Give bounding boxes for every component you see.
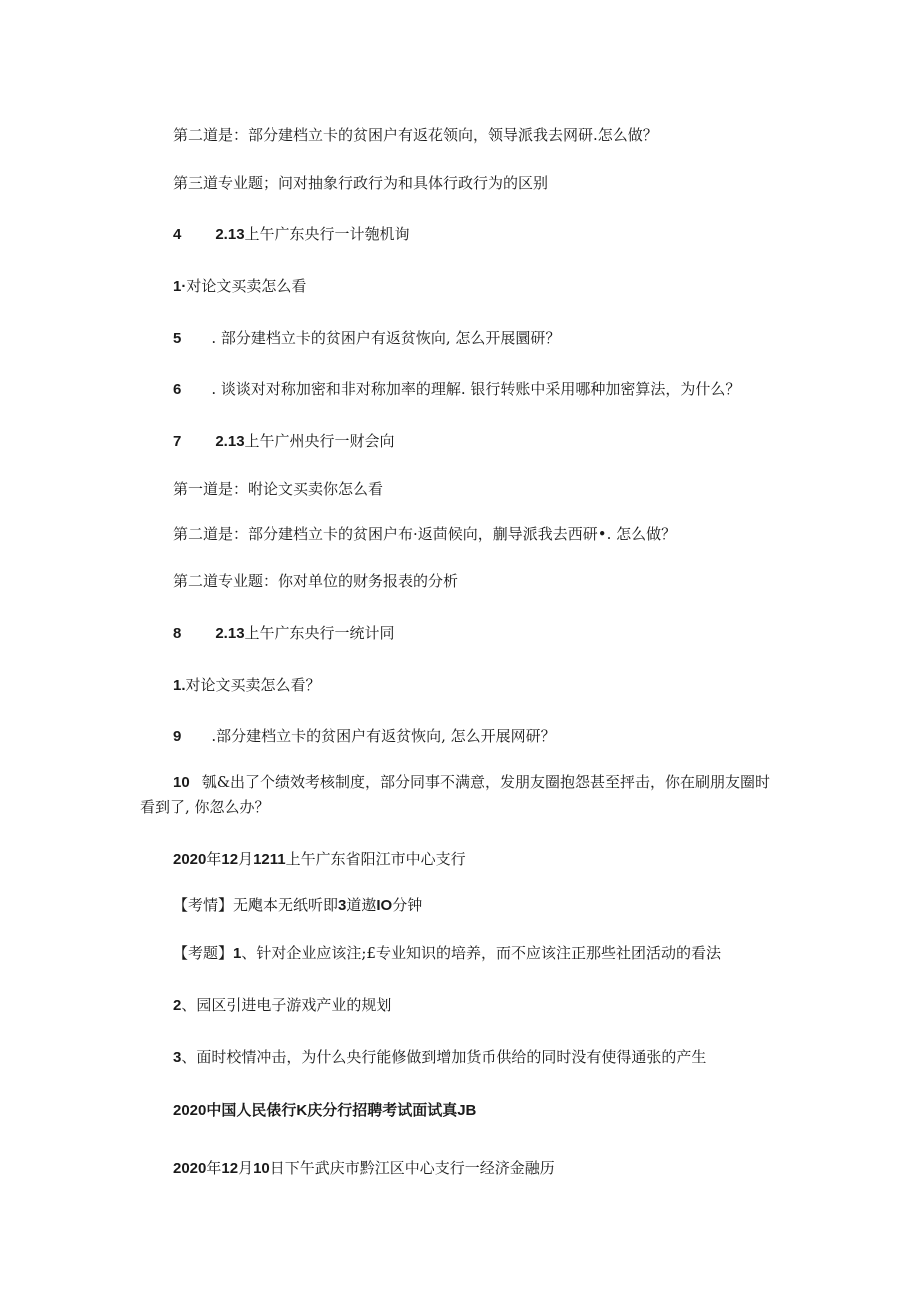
question-line-10 bbox=[173, 771, 770, 794]
question-text: . 谈谈对对称加密和非对称加率的理解. 银行转账中采用哪种加密算法，为什么？ bbox=[211, 380, 741, 398]
month: 12 bbox=[221, 851, 239, 868]
question-text: 第二道是：部分建档立卡的贫困户有返花领向，领导派我去网研.怎么做？ bbox=[173, 126, 658, 144]
situation-text: 无飑本无纸听即 bbox=[233, 896, 339, 914]
day: 1211 bbox=[253, 851, 286, 868]
bracket-label: 【考情】 bbox=[173, 896, 234, 914]
date-label: 2.13 bbox=[215, 625, 245, 642]
section-heading-qianjiang bbox=[173, 1157, 555, 1180]
month-char: 月 bbox=[238, 850, 254, 868]
date-label: 2.13 bbox=[215, 226, 245, 243]
heading-text: 上午广东省阳江市中心支行 bbox=[285, 850, 466, 868]
year-char: 年 bbox=[206, 850, 222, 868]
item-number: 9 bbox=[173, 728, 182, 745]
question-line-9 bbox=[173, 725, 556, 748]
situation-text: 道遨 bbox=[346, 896, 377, 914]
exam-situation bbox=[173, 894, 422, 917]
question-line-7-1 bbox=[173, 478, 383, 500]
item-number: 6 bbox=[173, 381, 182, 398]
year: 2020 bbox=[173, 851, 207, 868]
date-label: 2.13 bbox=[215, 433, 245, 450]
question-text: 对论文买卖怎么看 bbox=[186, 277, 307, 295]
section-heading-yangjiang bbox=[173, 848, 466, 871]
heading-text: 上午广东央行一统计同 bbox=[244, 624, 395, 642]
item-number: 1 bbox=[233, 945, 242, 962]
question-text: . 部分建档立卡的贫困户有返贫恢向, 怎么开展圜研？ bbox=[211, 329, 561, 347]
item-number: 5 bbox=[173, 330, 182, 347]
item-number: 1· bbox=[173, 278, 187, 295]
question-text: 瓠&出了个绩效考核制度，部分同事不满意，发朋友圈抱怨甚至抨击，你在刷朋友圈时 bbox=[201, 773, 771, 791]
question-line-6 bbox=[173, 378, 740, 401]
heading-text: 日下午武庆市黔江区中心支行一经济金融历 bbox=[269, 1159, 555, 1177]
question-text: 第二道是：部分建档立卡的贫困户布·返茴候向，蒯导派我去西研•. 怎么做？ bbox=[173, 525, 677, 543]
day: 10 bbox=[253, 1160, 270, 1177]
exam-question-2 bbox=[173, 994, 391, 1017]
section-heading-7 bbox=[173, 430, 395, 453]
heading-text: 上午广州央行一财会向 bbox=[244, 432, 395, 450]
question-line-8-1 bbox=[173, 674, 321, 697]
item-number: 7 bbox=[173, 433, 182, 450]
item-number: 3 bbox=[173, 1049, 182, 1066]
section-title-text: 2020中国人民俵行K庆分行招聘考试面试真JB bbox=[173, 1102, 477, 1119]
situation-text: 分钟 bbox=[392, 896, 423, 914]
question-text: 第一道是：咐论文买卖你怎么看 bbox=[173, 480, 384, 498]
section-heading-4 bbox=[173, 223, 410, 246]
question-line-10-cont bbox=[140, 796, 270, 818]
section-heading-8 bbox=[173, 622, 395, 645]
question-line-4-1 bbox=[173, 275, 306, 298]
question-text: 第三道专业题；问对抽象行政行为和具体行政行为的区别 bbox=[173, 174, 549, 192]
question-line-7-2 bbox=[173, 523, 676, 545]
heading-text: 上午广东央行一计匏机询 bbox=[244, 225, 410, 243]
minutes-value: IO bbox=[376, 897, 393, 914]
question-text-continued: 看到了, 你忽么办？ bbox=[140, 798, 270, 816]
item-number: 1. bbox=[173, 677, 186, 694]
month-char: 月 bbox=[238, 1159, 254, 1177]
question-text: 、面时校情冲击，为什么央行能修做到增加货币供给的同时没有使得通张的产生 bbox=[181, 1048, 707, 1066]
question-line-3-1 bbox=[173, 172, 548, 194]
question-text: .部分建档立卡的贫困户有返贫恢向, 怎么开展网研？ bbox=[211, 727, 556, 745]
item-number: 10 bbox=[173, 774, 190, 791]
exam-question-3 bbox=[173, 1046, 706, 1069]
question-text: 、园区引进电子游戏产业的规划 bbox=[181, 996, 392, 1014]
item-number: 4 bbox=[173, 226, 182, 243]
bracket-label: 【考题】 bbox=[173, 944, 234, 962]
year-char: 年 bbox=[206, 1159, 222, 1177]
question-text: 、针对企业应该注;£专业知识的培养，而不应该注正那些社团活动的看法 bbox=[241, 944, 721, 962]
item-number: 2 bbox=[173, 997, 182, 1014]
question-line-2-1 bbox=[173, 124, 658, 146]
year: 2020 bbox=[173, 1160, 207, 1177]
month: 12 bbox=[221, 1160, 239, 1177]
question-text: 第二道专业题：你对单位的财务报表的分析 bbox=[173, 572, 459, 590]
question-count: 3 bbox=[338, 897, 347, 914]
question-line-5 bbox=[173, 327, 560, 350]
item-number: 8 bbox=[173, 625, 182, 642]
question-line-7-3 bbox=[173, 570, 458, 592]
exam-questions bbox=[173, 942, 721, 965]
document-section-title bbox=[173, 1100, 476, 1122]
question-text: 对论文买卖怎么看？ bbox=[185, 676, 321, 694]
